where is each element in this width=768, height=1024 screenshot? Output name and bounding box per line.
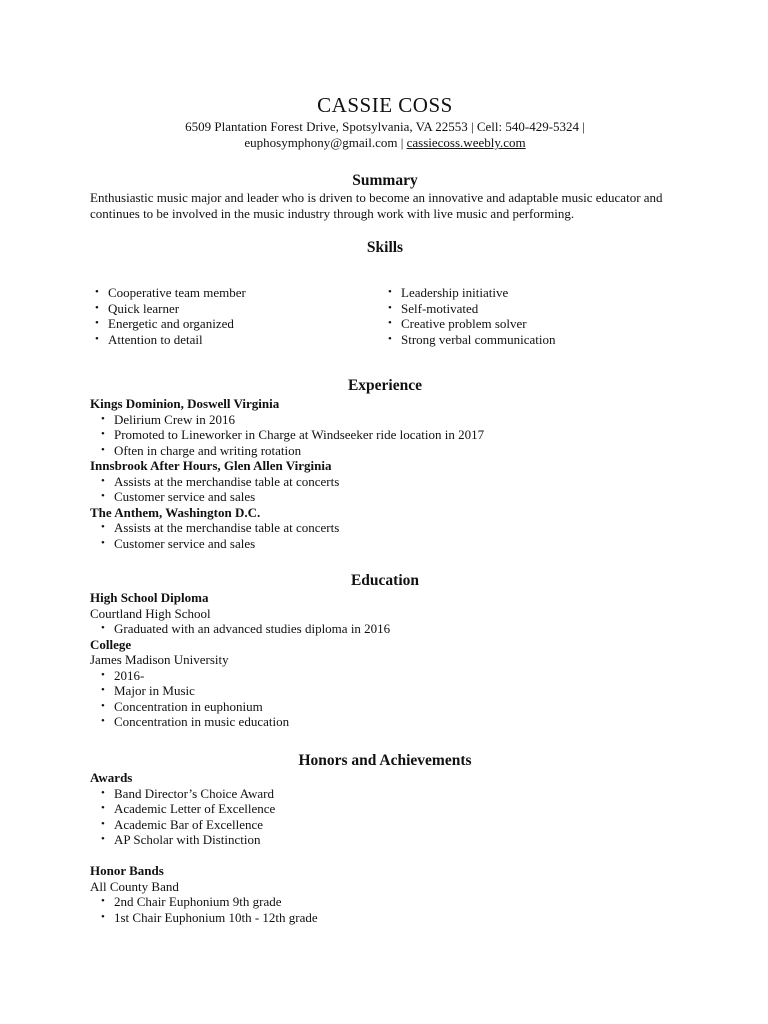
address-line: 6509 Plantation Forest Drive, Spotsylvania, VA 22553 | Cell: 540-429-5324 | xyxy=(185,119,585,134)
skills-heading: Skills xyxy=(366,239,404,256)
skill-item: • Quick learner xyxy=(90,301,360,317)
job-duty: • Assists at the merchandise table at concerts xyxy=(90,520,690,536)
skill-item: • Energetic and organized xyxy=(90,316,360,332)
education-title: College xyxy=(90,636,132,652)
website-link[interactable]: cassiecoss.weebly.com xyxy=(406,135,526,150)
skills-right-column xyxy=(383,285,653,347)
experience-heading: Experience xyxy=(347,377,423,394)
education-title: High School Diploma xyxy=(90,590,209,605)
email-address: euphosymphony@gmail.com xyxy=(244,135,398,150)
award-item: • AP Scholar with Distinction xyxy=(90,832,690,848)
education-list xyxy=(90,590,690,730)
skill-item: • Self-motivated xyxy=(383,301,653,317)
skill-item: • Strong verbal communication xyxy=(383,332,653,348)
skill-item: • Cooperative team member xyxy=(90,285,360,301)
award-item: • Academic Bar of Excellence xyxy=(90,817,690,833)
online-contact-line xyxy=(90,135,680,151)
school-name: James Madison University xyxy=(90,652,229,667)
contact-info xyxy=(90,119,680,151)
award-item: • Academic Letter of Excellence xyxy=(90,801,690,817)
education-detail: • Concentration in euphonium xyxy=(90,699,690,715)
honors-heading: Honors and Achievements xyxy=(298,752,472,769)
honor-bands-subtitle: All County Band xyxy=(90,878,179,894)
candidate-name: CASSIE COSS xyxy=(317,93,453,117)
honor-bands-title: Honor Bands xyxy=(90,863,164,878)
job-duty: • Promoted to Lineworker in Charge at Windseeker ride location in 2017 xyxy=(90,427,690,443)
honors-list xyxy=(90,770,690,925)
summary-text: Enthusiastic music major and leader who is driven to become an innovative and adaptable music educator and continues to be involved in the music industry through work with live music and performing. xyxy=(90,190,663,221)
skill-item: • Leadership initiative xyxy=(383,285,653,301)
honor-band-item: • 1st Chair Euphonium 10th - 12th grade xyxy=(90,910,690,926)
education-detail: • Concentration in music education xyxy=(90,714,690,730)
job-title: Kings Dominion, Doswell Virginia xyxy=(90,396,280,411)
school-name: Courtland High School xyxy=(90,605,211,621)
awards-title: Awards xyxy=(90,770,133,785)
education-detail: • Graduated with an advanced studies diploma in 2016 xyxy=(90,621,690,637)
award-item: • Band Director’s Choice Award xyxy=(90,786,690,802)
summary-heading: Summary xyxy=(352,172,418,189)
experience-list xyxy=(90,396,690,551)
job-duty: • Often in charge and writing rotation xyxy=(90,443,690,459)
job-duty: • Delirium Crew in 2016 xyxy=(90,412,690,428)
job-title: Innsbrook After Hours, Glen Allen Virginia xyxy=(90,458,332,473)
skill-item: • Creative problem solver xyxy=(383,316,653,332)
job-duty: • Customer service and sales xyxy=(90,489,690,505)
skills-left-column xyxy=(90,285,360,347)
skill-item: • Attention to detail xyxy=(90,332,360,348)
education-detail: • 2016- xyxy=(90,668,690,684)
contact-separator: | xyxy=(397,135,407,150)
education-detail: • Major in Music xyxy=(90,683,690,699)
job-duty: • Customer service and sales xyxy=(90,536,690,552)
honor-band-item: • 2nd Chair Euphonium 9th grade xyxy=(90,894,690,910)
job-duty: • Assists at the merchandise table at concerts xyxy=(90,474,690,490)
job-title: The Anthem, Washington D.C. xyxy=(90,504,261,520)
education-heading: Education xyxy=(350,572,420,589)
